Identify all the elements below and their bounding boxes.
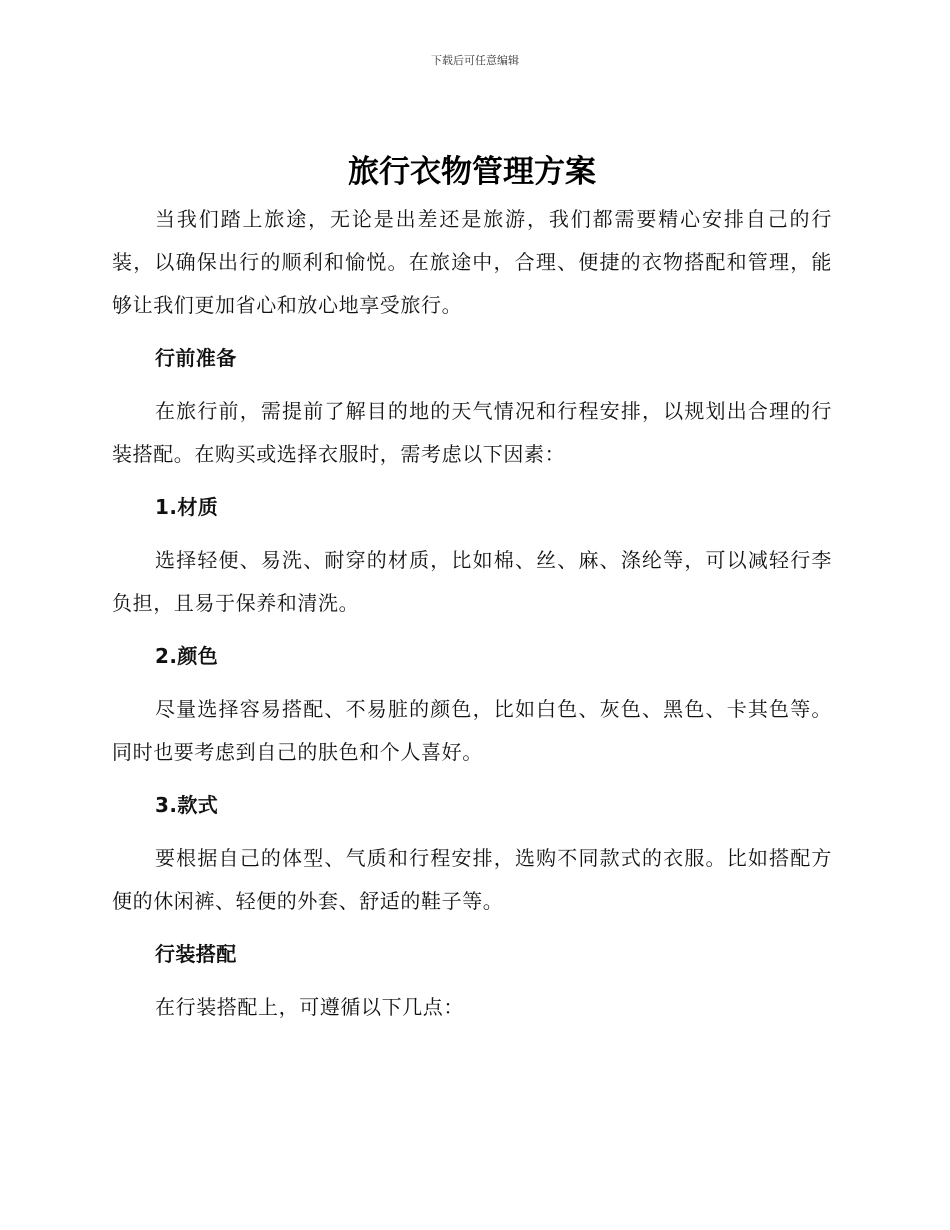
- spacer: [112, 678, 832, 688]
- spacer: [112, 625, 832, 635]
- section-heading-outfit: 行装搭配: [155, 942, 237, 966]
- spacer: [112, 380, 832, 390]
- spacer: [112, 476, 832, 486]
- section-heading-material: 1.材质: [155, 495, 219, 519]
- intro-paragraph: 当我们踏上旅途，无论是出差还是旅游，我们都需要精心安排自己的行装，以确保出行的顺利和愉悦。在旅途中，合理、便捷的衣物搭配和管理，能够让我们更加省心和放心地享受旅行。: [112, 207, 832, 317]
- spacer: [112, 774, 832, 784]
- section-text-material: 选择轻便、易洗、耐穿的材质，比如棉、丝、麻、涤纶等，可以减轻行李负担，且易于保养和清洗。: [112, 548, 832, 615]
- section-heading-color: 2.颜色: [155, 644, 219, 668]
- section-text-outfit: 在行装搭配上，可遵循以下几点：: [155, 995, 464, 1019]
- section-text-preparation: 在旅行前，需提前了解目的地的天气情况和行程安排，以规划出合理的行装搭配。在购买或选择衣服时，需考虑以下因素：: [112, 399, 832, 466]
- spacer: [112, 976, 832, 986]
- section-heading-style: 3.款式: [155, 793, 219, 817]
- spacer: [112, 923, 832, 933]
- spacer: [112, 529, 832, 539]
- spacer: [112, 327, 832, 337]
- section-text-style: 要根据自己的体型、气质和行程安排，选购不同款式的衣服。比如搭配方便的休闲裤、轻便的外套、舒适的鞋子等。: [112, 846, 832, 913]
- section-heading-preparation: 行前准备: [155, 346, 237, 370]
- spacer: [112, 827, 832, 837]
- page-header-note: 下载后可任意编辑: [431, 54, 519, 67]
- document-body: [112, 150, 832, 1029]
- document-title: 旅行衣物管理方案: [348, 154, 596, 190]
- section-text-color: 尽量选择容易搭配、不易脏的颜色，比如白色、灰色、黑色、卡其色等。同时也要考虑到自己的肤色和个人喜好。: [112, 697, 832, 764]
